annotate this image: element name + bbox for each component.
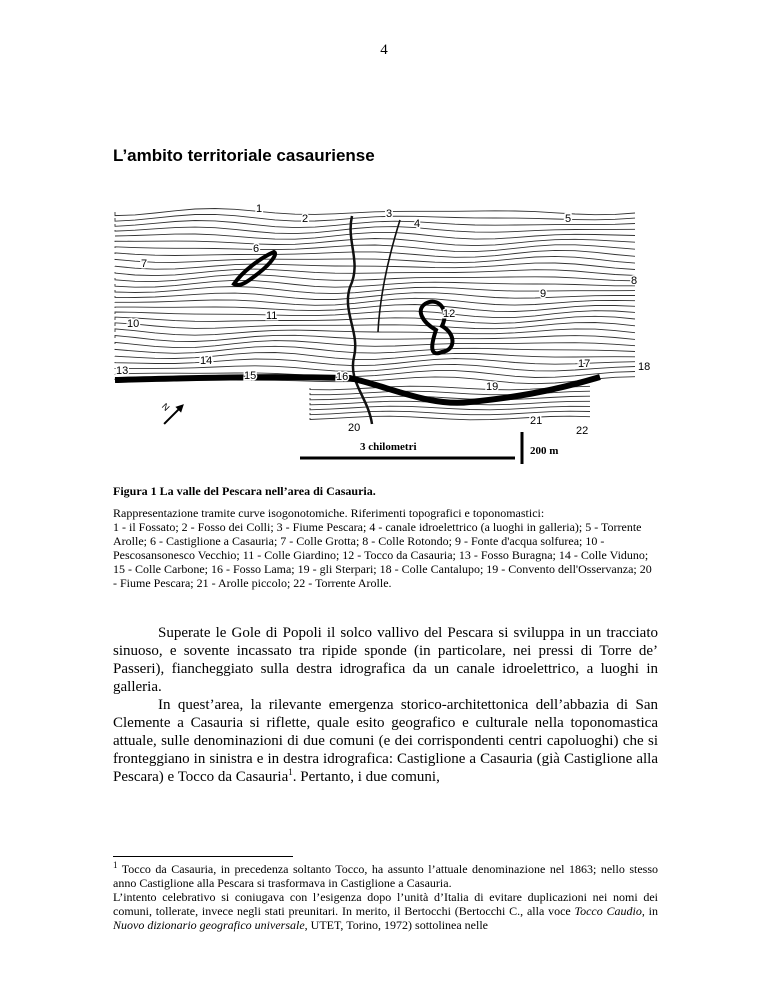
map-marker-20: 20: [348, 422, 361, 434]
map-marker-21: 21: [530, 415, 543, 427]
map-marker-16: 16: [336, 371, 349, 383]
footnote-1-italic1: Tocco Caudio: [574, 904, 642, 918]
map-marker-12: 12: [443, 308, 456, 320]
north-label: N: [159, 401, 172, 413]
contour-line: [115, 263, 635, 270]
topographic-map: [110, 192, 658, 472]
map-marker-19: 19: [486, 381, 499, 393]
contour-line: [115, 323, 635, 329]
footnote-1-text2: L’intento celebrativo si coniugava con l’esigenza dopo l’unità d’Italia di evitare duplicazioni nei nomi dei comuni, tollerate, invece negli stati preunitari. In merito, il Bertocchi (Bertocchi C., alla voce: [113, 890, 658, 918]
paragraph-2-text: In quest’area, la rilevante emergenza storico-architettonica dell’abbazia di San Clemente a Casauria si riflette, quale esito geografico e culturale nella toponomastica attuale, sulle denominazioni di due comuni (e dei corrispondenti centri capoluoghi) che si fronteggiano in sinistra e in destra idrografica: Castiglione a Casauria (già Castiglione alla Pescara) e Tocco da Casauria: [113, 697, 658, 785]
contour-line: [115, 275, 635, 282]
map-marker-3: 3: [386, 208, 393, 220]
figure-caption-intro: Rappresentazione tramite curve isogonotomiche. Riferimenti topografici e toponomastici:: [113, 506, 545, 520]
map-marker-17: 17: [578, 358, 591, 370]
map-marker-9: 9: [540, 288, 547, 300]
contour-line: [115, 256, 635, 263]
contour-line: [115, 311, 635, 318]
footnote-1-italic2: Nuovo dizionario geografico universale: [113, 918, 305, 932]
contour-line: [115, 287, 635, 294]
figure-caption: [113, 484, 658, 590]
paragraph-1: Superate le Gole di Popoli il solco vallivo del Pescara si sviluppa in un tracciato sinuoso, e sovente incassato tra ripide sponde (in particolare, nei pressi di Torre de’ Passeri), fiancheggiato sulla destra idrografica da un canale idroelettrico, a luoghi in galleria.: [113, 625, 658, 695]
figure-caption-list: 1 - il Fossato; 2 - Fosso dei Colli; 3 - Fiume Pescara; 4 - canale idroelettrico (a luoghi in galleria); 5 - Torrente Arolle; 6 - Castiglione a Casauria; 7 - Colle Grotta; 8 - Colle Rotondo; 9 - Fonte d'acqua solfurea; 10 - Pescosansonesco Vecchio; 11 - Colle Giardino; 12 - Tocco da Casauria; 13 - Fosso Buragna; 14 - Colle Viduno; 15 - Colle Carbone; 16 - Fosso Lama; 19 - gli Sterpari; 18 - Colle Cantalupo; 19 - Convento dell'Osservanza; 20 - Fiume Pescara; 21 - Arolle piccolo; 22 - Torrente Arolle.: [113, 520, 652, 590]
scale-label-km: 3 chilometri: [360, 441, 417, 453]
footnote-1-text: Tocco da Casauria, in precedenza soltanto Tocco, ha assunto l’attuale denominazione nel 1863; nello stesso anno Castiglione alla Pescara si trasformava in Castiglione a Casauria.: [113, 862, 658, 890]
map-marker-8: 8: [631, 275, 638, 287]
map-marker-2: 2: [302, 213, 309, 225]
map-marker-22: 22: [576, 425, 589, 437]
contour-line: [115, 305, 635, 312]
contour-line: [115, 316, 635, 323]
map-marker-13: 13: [116, 365, 129, 377]
map-marker-7: 7: [141, 258, 148, 270]
map-marker-18: 18: [638, 361, 651, 373]
footnote-1-number: 1: [113, 860, 118, 870]
footnote-1-continued: [113, 890, 658, 932]
map-marker-4: 4: [414, 218, 421, 230]
paragraph-2-tail: . Pertanto, i due comuni,: [292, 769, 440, 785]
footnote-1-mid: , in: [641, 904, 658, 918]
map-marker-6: 6: [253, 243, 260, 255]
contour-line: [310, 406, 590, 410]
footnote-1: [113, 862, 658, 890]
contour-line: [115, 269, 635, 276]
contour-line: [115, 335, 635, 341]
figure-title: Figura 1 La valle del Pescara nell’area di Casauria.: [113, 484, 376, 498]
map-marker-5: 5: [565, 213, 572, 225]
section-title: L’ambito territoriale casauriense: [113, 146, 375, 165]
contour-line: [115, 329, 635, 335]
canal-line: [378, 220, 400, 332]
contour-line: [310, 416, 590, 420]
footnote-ref-1[interactable]: 1: [288, 767, 293, 777]
north-arrow: [154, 394, 187, 427]
footnotes: [113, 862, 658, 932]
map-marker-1: 1: [256, 203, 263, 215]
contour-line: [115, 293, 635, 300]
body-text: [113, 624, 658, 786]
footnote-separator: [113, 856, 293, 857]
contour-line: [115, 280, 635, 287]
footnote-1-end: , UTET, Torino, 1972) sottolinea nelle: [304, 918, 489, 932]
contour-line: [310, 396, 590, 400]
map-marker-14: 14: [200, 355, 213, 367]
paragraph-2: [113, 696, 658, 786]
contour-line: [115, 298, 635, 305]
map-marker-10: 10: [127, 318, 140, 330]
scale-label-m: 200 m: [530, 445, 559, 457]
map-marker-15: 15: [244, 370, 257, 382]
page-number: 4: [380, 42, 388, 58]
contour-line: [310, 411, 590, 415]
map-marker-11: 11: [266, 310, 278, 322]
